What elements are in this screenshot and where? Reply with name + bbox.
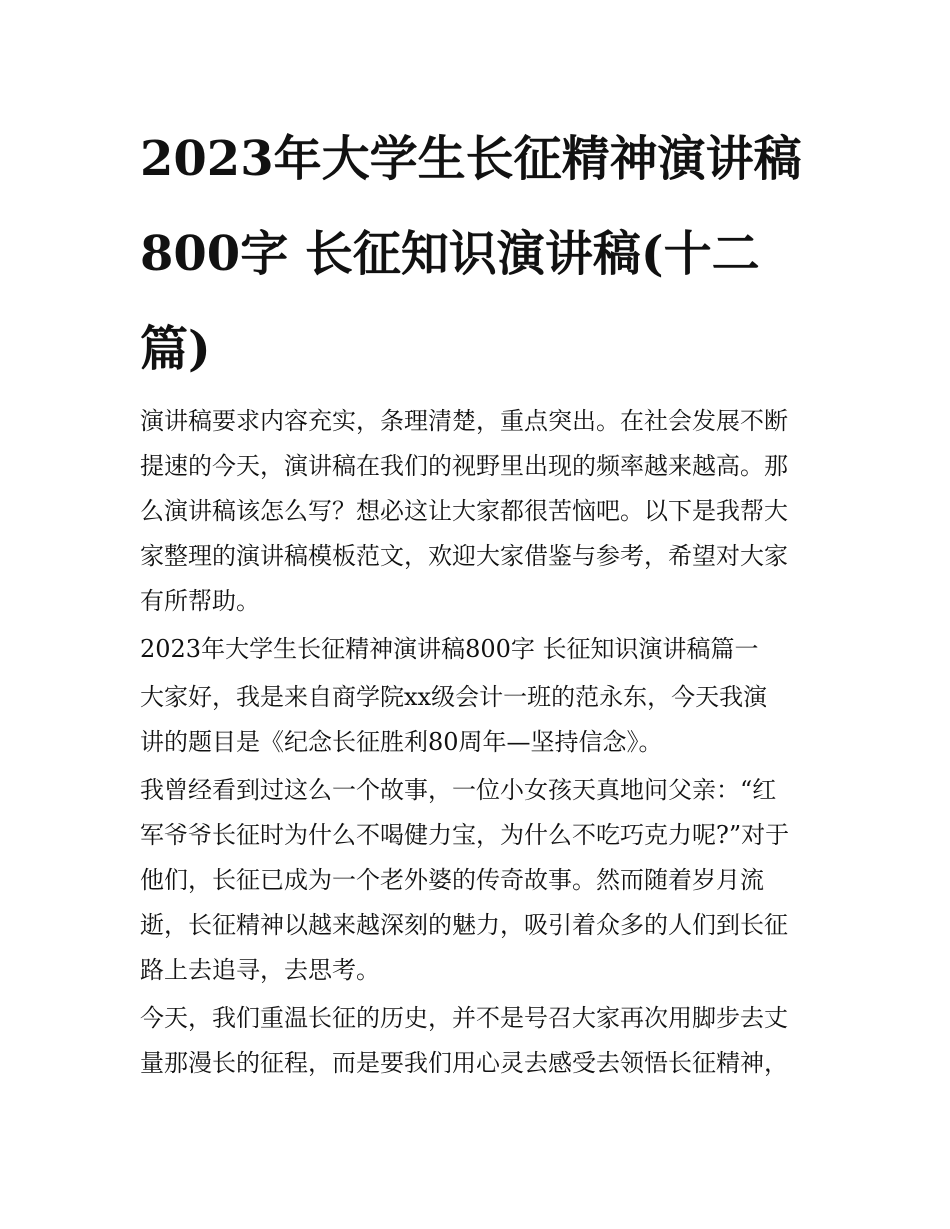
paragraph-line: 有所帮助。: [140, 587, 260, 615]
paragraph-line: 军爷爷长征时为什么不喝健力宝，为什么不吃巧克力呢?”对于: [140, 821, 790, 849]
body-paragraph: [140, 996, 816, 1086]
body-paragraph: [140, 675, 816, 765]
paragraph-line: 演讲稿要求内容充实，条理清楚，重点突出。在社会发展不断: [140, 407, 788, 435]
body-paragraph: [140, 768, 816, 993]
title-line: 800字 长征知识演讲稿(十二: [140, 226, 760, 282]
paragraph-line: 路上去追寻，去思考。: [140, 956, 380, 984]
paragraph-line: 么演讲稿该怎么写？想必这让大家都很苦恼吧。以下是我帮大: [140, 497, 788, 525]
paragraph-line: 他们，长征已成为一个老外婆的传奇故事。然而随着岁月流: [140, 866, 764, 894]
document-title: [140, 112, 816, 397]
paragraph-line: 逝，长征精神以越来越深刻的魅力，吸引着众多的人们到长征: [140, 911, 788, 939]
paragraph-line: 今天，我们重温长征的历史，并不是号召大家再次用脚步去丈: [140, 1004, 788, 1032]
paragraph-line: 大家好，我是来自商学院xx级会计一班的范永东，今天我演: [140, 683, 768, 711]
section-heading: [140, 627, 816, 672]
document-page: [140, 112, 816, 1086]
paragraph-line: 家整理的演讲稿模板范文，欢迎大家借鉴与参考，希望对大家: [140, 542, 788, 570]
paragraph-line: 讲的题目是《纪念长征胜利80周年—坚持信念》。: [140, 728, 663, 756]
paragraph-line: 2023年大学生长征精神演讲稿800字 长征知识演讲稿篇一: [140, 635, 759, 663]
intro-paragraph: [140, 399, 816, 624]
paragraph-line: 量那漫长的征程，而是要我们用心灵去感受去领悟长征精神，: [140, 1049, 788, 1077]
paragraph-line: 提速的今天，演讲稿在我们的视野里出现的频率越来越高。那: [140, 452, 788, 480]
paragraph-line: 我曾经看到过这么一个故事，一位小女孩天真地问父亲：“红: [140, 776, 777, 804]
title-line: 2023年大学生长征精神演讲稿: [140, 131, 802, 187]
title-line: 篇): [140, 321, 211, 377]
